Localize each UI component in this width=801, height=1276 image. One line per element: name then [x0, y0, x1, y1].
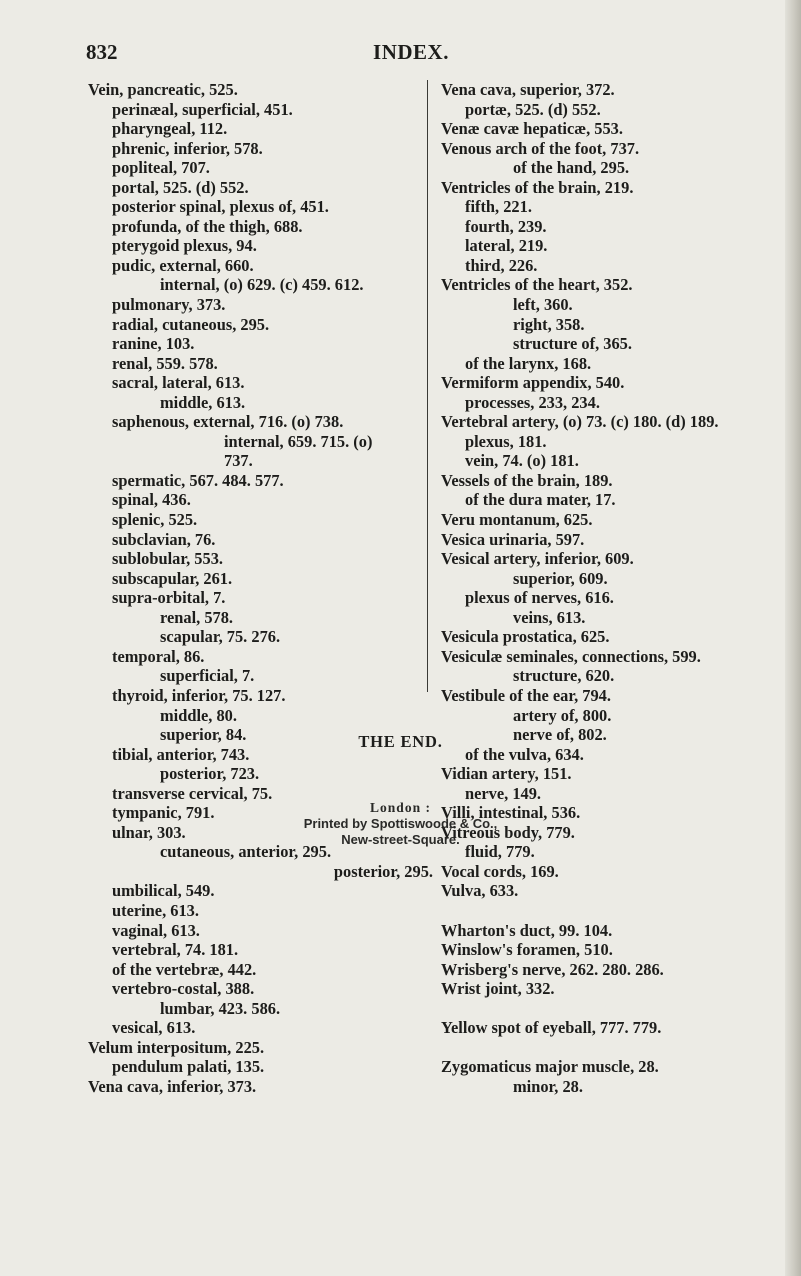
index-subentry: internal, 659. 715. (o) — [224, 431, 373, 451]
index-entry: Velum interpositum, 225. — [88, 1037, 265, 1057]
index-entry: Vena cava, superior, 372. — [441, 80, 615, 99]
index-subentry: vein, 74. (o) 181. — [465, 451, 579, 471]
index-subentry: minor, 28. — [513, 1076, 583, 1096]
index-entry: Vesicula prostatica, 625. — [441, 627, 610, 647]
index-subentry: radial, cutaneous, 295. — [112, 314, 270, 334]
index-subentry: posterior, 295. — [333, 861, 433, 881]
index-subentry: sublobular, 553. — [112, 549, 223, 569]
index-subentry: plexus, 181. — [465, 431, 547, 451]
index-subentry: vertebro-costal, 388. — [112, 979, 255, 999]
index-entry: Winslow's foramen, 510. — [441, 940, 613, 960]
index-subentry: structure, 620. — [513, 666, 615, 686]
index-subentry: scapular, 75. 276. — [160, 627, 281, 647]
index-subentry: artery of, 800. — [513, 705, 612, 725]
index-subentry: renal, 559. 578. — [112, 353, 218, 373]
index-subentry: subscapular, 261. — [112, 568, 233, 588]
index-entry: Vermiform appendix, 540. — [441, 373, 625, 393]
index-subentry: transverse cervical, 75. — [112, 783, 273, 803]
index-subentry: renal, 578. — [160, 607, 233, 627]
index-subentry: nerve, 149. — [465, 783, 542, 803]
index-entry: Ventricles of the heart, 352. — [441, 275, 633, 295]
index-entry: Ventricles of the brain, 219. — [441, 177, 634, 197]
index-entry: Vulva, 633. — [441, 881, 519, 901]
index-subentry: subclavian, 76. — [112, 529, 216, 549]
index-entry: Vein, pancreatic, 525. — [88, 80, 238, 99]
index-subentry: veins, 613. — [513, 607, 586, 627]
index-subentry: pudic, external, 660. — [112, 255, 254, 275]
index-entry: Wrist joint, 332. — [441, 979, 555, 999]
page-edge-shadow — [785, 0, 801, 1276]
index-subentry: vertebral, 74. 181. — [112, 940, 239, 960]
imprint-city: London : — [370, 800, 431, 815]
index-entry: Vesica urinaria, 597. — [441, 529, 585, 549]
index-entry: Villi, intestinal, 536. — [441, 803, 581, 823]
index-subentry: right, 358. — [513, 314, 585, 334]
index-entry: Vidian artery, 151. — [441, 764, 572, 784]
index-subentry: sacral, lateral, 613. — [112, 373, 245, 393]
index-subentry: supra-orbital, 7. — [112, 588, 226, 608]
index-subentry: vaginal, 613. — [112, 920, 200, 940]
index-subentry: of the larynx, 168. — [465, 353, 592, 373]
index-subentry: of the hand, 295. — [513, 158, 630, 178]
index-entry: Vitreous body, 779. — [441, 822, 575, 842]
printer-imprint — [0, 800, 801, 848]
index-subentry: profunda, of the thigh, 688. — [112, 216, 303, 236]
column-divider — [427, 80, 428, 692]
index-entry: Veru montanum, 625. — [441, 510, 593, 530]
index-entry: Vena cava, inferior, 373. — [88, 1076, 257, 1096]
index-subentry: temporal, 86. — [112, 646, 205, 666]
index-subentry: nerve of, 802. — [513, 725, 607, 745]
index-subentry: processes, 233, 234. — [465, 392, 600, 412]
index-subentry: lumbar, 423. 586. — [160, 998, 281, 1018]
index-entry: Wharton's duct, 99. 104. — [441, 920, 613, 940]
index-subentry: tympanic, 791. — [112, 803, 215, 823]
index-spacer — [441, 1038, 781, 1058]
index-subentry: posterior spinal, plexus of, 451. — [112, 197, 329, 217]
index-subentry: lateral, 219. — [465, 236, 548, 256]
the-end-text: THE END. — [358, 732, 443, 751]
index-subentry: portal, 525. (d) 552. — [112, 177, 249, 197]
index-subentry: tibial, anterior, 743. — [112, 744, 250, 764]
index-subentry: third, 226. — [465, 255, 538, 275]
imprint-address: New-street-Square. — [341, 832, 460, 847]
page-header — [86, 40, 736, 66]
page-number: 832 — [86, 40, 118, 64]
index-subentry: pendulum palati, 135. — [112, 1057, 265, 1077]
index-subentry: of the dura mater, 17. — [465, 490, 616, 510]
index-subentry: internal, (o) 629. (c) 459. 612. — [160, 275, 364, 295]
index-entry: Venous arch of the foot, 737. — [441, 138, 640, 158]
index-entry: Yellow spot of eyeball, 777. 779. — [441, 1018, 662, 1038]
index-subentry: ranine, 103. — [112, 334, 195, 354]
index-subentry: popliteal, 707. — [112, 158, 210, 178]
index-column-right — [441, 80, 781, 1096]
index-entry: Venæ cavæ hepaticæ, 553. — [441, 119, 623, 139]
index-subentry: fifth, 221. — [465, 197, 532, 217]
index-subentry: thyroid, inferior, 75. 127. — [112, 685, 286, 705]
index-subentry: superficial, 7. — [160, 666, 255, 686]
index-subentry: splenic, 525. — [112, 510, 198, 530]
index-subentry: superior, 84. — [160, 725, 247, 745]
index-subentry: middle, 80. — [160, 705, 237, 725]
index-subentry: phrenic, inferior, 578. — [112, 138, 263, 158]
index-subentry: spermatic, 567. 484. 577. — [112, 470, 284, 490]
index-entry: Vesiculæ seminales, connections, 599. — [441, 646, 701, 666]
index-subentry: saphenous, external, 716. (o) 738. — [112, 412, 344, 432]
index-subentry: middle, 613. — [160, 392, 246, 412]
index-subentry: fourth, 239. — [465, 216, 547, 236]
index-entry: Vocal cords, 169. — [441, 861, 559, 881]
index-subentry: of the vertebræ, 442. — [112, 959, 257, 979]
index-entry: Wrisberg's nerve, 262. 280. 286. — [441, 959, 664, 979]
index-subentry: fluid, 779. — [465, 842, 535, 862]
index-column-left — [88, 80, 433, 1096]
index-subentry: structure of, 365. — [513, 334, 632, 354]
index-spacer — [441, 999, 781, 1019]
index-spacer — [441, 901, 781, 921]
index-entry: Zygomaticus major muscle, 28. — [441, 1057, 659, 1077]
index-entry: Vessels of the brain, 189. — [441, 470, 613, 490]
index-subentry: 737. — [224, 451, 253, 471]
running-title: INDEX. — [373, 40, 449, 64]
index-subentry: pulmonary, 373. — [112, 295, 226, 315]
index-subentry: perinæal, superficial, 451. — [112, 99, 293, 119]
index-subentry: pterygoid plexus, 94. — [112, 236, 257, 256]
index-subentry: umbilical, 549. — [112, 881, 215, 901]
index-subentry: posterior, 723. — [160, 764, 260, 784]
index-entry: Vertebral artery, (o) 73. (c) 180. (d) 189. — [441, 412, 719, 432]
index-entry: Vesical artery, inferior, 609. — [441, 549, 634, 569]
index-subentry: left, 360. — [513, 295, 573, 315]
index-subentry: cutaneous, anterior, 295. — [160, 842, 332, 862]
index-subentry: uterine, 613. — [112, 900, 199, 920]
index-subentry: pharyngeal, 112. — [112, 119, 228, 139]
index-subentry: of the vulva, 634. — [465, 744, 584, 764]
imprint-printer: Printed by Spottiswoode & Co., — [303, 816, 498, 831]
index-subentry: portæ, 525. (d) 552. — [465, 99, 601, 119]
index-subentry: plexus of nerves, 616. — [465, 588, 614, 608]
index-subentry: vesical, 613. — [112, 1018, 196, 1038]
index-subentry: spinal, 436. — [112, 490, 191, 510]
index-entry: Vestibule of the ear, 794. — [441, 685, 611, 705]
index-subentry: superior, 609. — [513, 568, 608, 588]
index-subentry: ulnar, 303. — [112, 822, 186, 842]
